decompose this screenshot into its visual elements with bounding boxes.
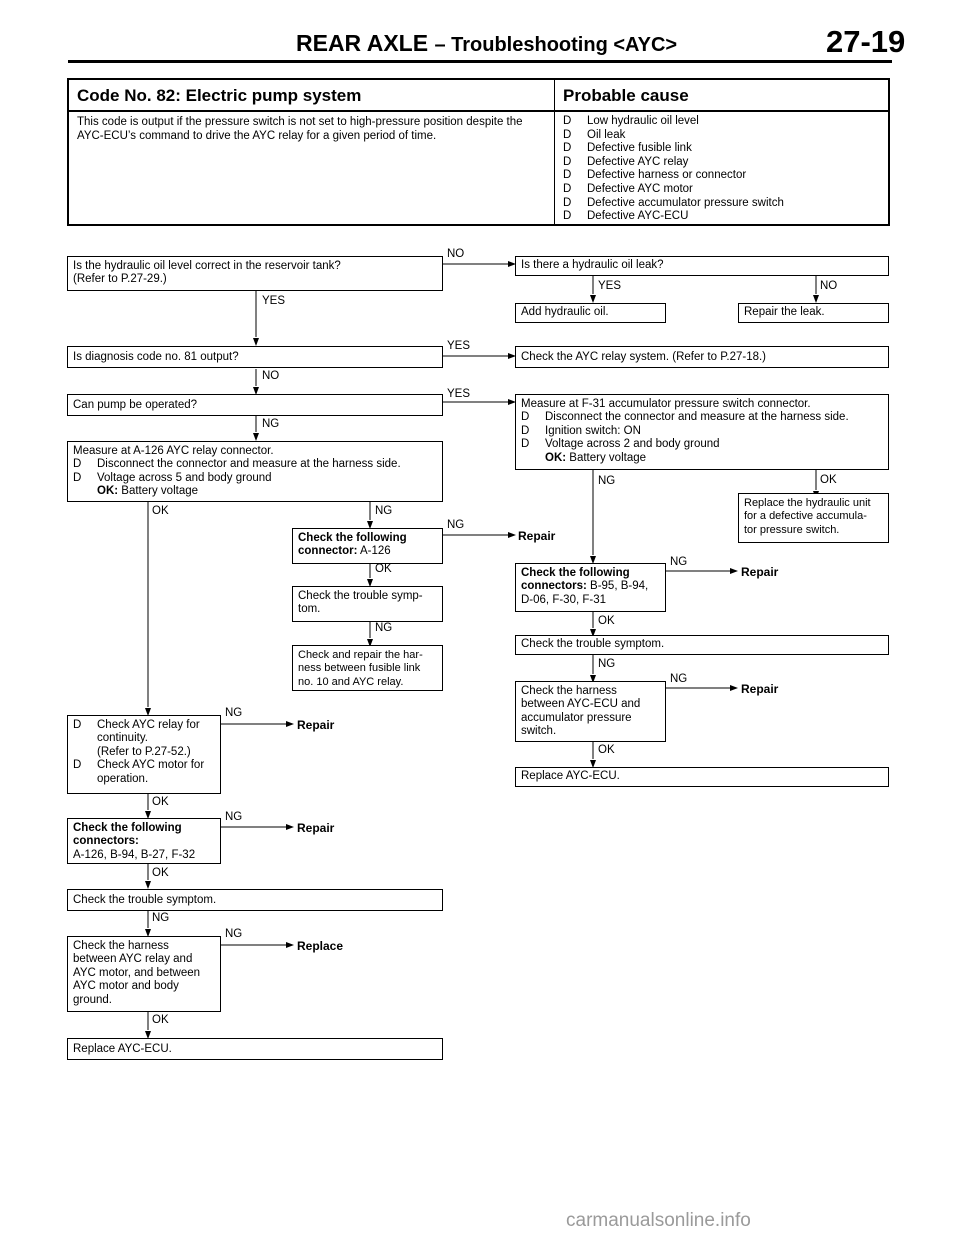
- measure-a126-box: Measure at A-126 AYC relay connector. D Disconnect the connector and measure at the harness side. D Voltage across 5 and body ground OK: Battery voltage: [67, 441, 443, 502]
- replace-ecu-right-box: Replace AYC-ECU.: [515, 767, 889, 787]
- watermark: carmanualsonline.info: [566, 1210, 751, 1231]
- branch-label-ok: OK: [152, 796, 169, 808]
- oil-level-question: Is the hydraulic oil level correct in the reservoir tank? (Refer to P.27-29.): [67, 256, 443, 291]
- branch-label-ng: NG: [225, 811, 243, 823]
- cause-item: D Oil leak: [563, 128, 626, 141]
- branch-label-ng: NG: [225, 707, 243, 719]
- cause-item: D Low hydraulic oil level: [563, 115, 699, 127]
- check-relay-motor-box: D Check AYC relay for continuity. (Refer to P.27-52.) D Check AYC motor for operation.: [67, 715, 221, 794]
- check-connector-a126-box: Check the following connector: A-126: [292, 528, 443, 564]
- section-title: REAR AXLE: [296, 30, 429, 56]
- branch-label-no: NO: [262, 370, 280, 382]
- branch-label-ok: OK: [375, 563, 392, 575]
- check-symptom-left-box: Check the trouble symptom.: [67, 889, 443, 911]
- branch-label-ok: OK: [598, 615, 615, 627]
- cause-item: D Defective fusible link: [563, 142, 692, 155]
- branch-label-ng: NG: [447, 519, 465, 531]
- oil-leak-question: Is there a hydraulic oil leak?: [515, 256, 889, 276]
- code81-question: Is diagnosis code no. 81 output?: [67, 346, 443, 368]
- branch-label-yes: YES: [447, 388, 471, 400]
- check-symptom-right-box: Check the trouble symptom.: [515, 635, 889, 655]
- result-repair: Repair: [518, 529, 556, 543]
- branch-label-ng: NG: [598, 658, 616, 670]
- code-header: Code No. 82: Electric pump system: [77, 86, 362, 105]
- branch-label-ok: OK: [598, 744, 615, 756]
- branch-label-ng: NG: [262, 418, 280, 430]
- branch-label-ng: NG: [670, 673, 688, 685]
- branch-label-ng: NG: [598, 475, 616, 487]
- branch-label-ng: NG: [152, 912, 170, 924]
- branch-label-ng: NG: [375, 622, 393, 634]
- replace-ecu-left-box: Replace AYC-ECU.: [67, 1038, 443, 1060]
- branch-label-no: NO: [447, 248, 465, 260]
- check-symptom-small-box: Check the trouble symp- tom.: [292, 586, 443, 622]
- branch-label-yes: YES: [447, 340, 471, 352]
- measure-f31-box: Measure at F-31 accumulator pressure switch connector. D Disconnect the connector and measure at the harness side. D Ignition switch: ON D Voltage across 2 and body ground OK: Battery voltage: [515, 394, 889, 470]
- page-number: 27-19: [826, 24, 906, 59]
- probable-cause-header: Probable cause: [563, 86, 689, 105]
- code-description: This code is output if the pressure switch is not set to high-pressure position despite the AYC-ECU’s command to drive the AYC relay for a given period of time.: [77, 116, 523, 142]
- branch-label-ng: NG: [375, 505, 393, 517]
- branch-label-ok: OK: [152, 1014, 169, 1026]
- branch-label-ok: OK: [820, 474, 837, 486]
- section-subtitle: – Troubleshooting <AYC>: [434, 34, 678, 56]
- branch-label-ok: OK: [152, 867, 169, 879]
- result-repair: Repair: [741, 682, 779, 696]
- cause-item: D Defective harness or connector: [563, 169, 747, 182]
- result-repair: Repair: [297, 821, 335, 835]
- cause-item: D Defective AYC-ECU: [563, 210, 689, 223]
- check-harness-left-box: Check the harness between AYC relay and AYC motor, and between AYC motor and body ground.: [67, 936, 221, 1012]
- check-harness-right-box: Check the harness between AYC-ECU and accumulator pressure switch.: [515, 681, 666, 742]
- branch-label-yes: YES: [262, 295, 286, 307]
- pump-question: Can pump be operated?: [67, 394, 443, 416]
- result-repair: Repair: [297, 718, 335, 732]
- check-relay-system-box: Check the AYC relay system. (Refer to P.27-18.): [515, 346, 889, 368]
- cause-item: D Defective AYC relay: [563, 155, 689, 168]
- check-connectors-left-box: Check the following connectors: A-126, B-94, B-27, F-32: [67, 818, 221, 864]
- check-repair-harness-box: Check and repair the har- ness between fusible link no. 10 and AYC relay.: [292, 645, 443, 691]
- repair-leak-box: Repair the leak.: [738, 303, 889, 323]
- cause-item: D Defective AYC motor: [563, 182, 693, 195]
- result-repair: Repair: [741, 565, 779, 579]
- branch-label-ng: NG: [670, 556, 688, 568]
- cause-item: D Defective accumulator pressure switch: [563, 196, 784, 209]
- branch-label-yes: YES: [598, 280, 622, 292]
- branch-label-no: NO: [820, 280, 838, 292]
- result-replace: Replace: [297, 939, 344, 953]
- branch-label-ok: OK: [152, 505, 169, 517]
- replace-hydraulic-unit-box: Replace the hydraulic unit for a defective accumula- tor pressure switch.: [738, 493, 889, 543]
- add-oil-box: Add hydraulic oil.: [515, 303, 666, 323]
- branch-label-ng: NG: [225, 928, 243, 940]
- check-connectors-right-box: Check the following connectors: B-95, B-94, D-06, F-30, F-31: [515, 563, 666, 612]
